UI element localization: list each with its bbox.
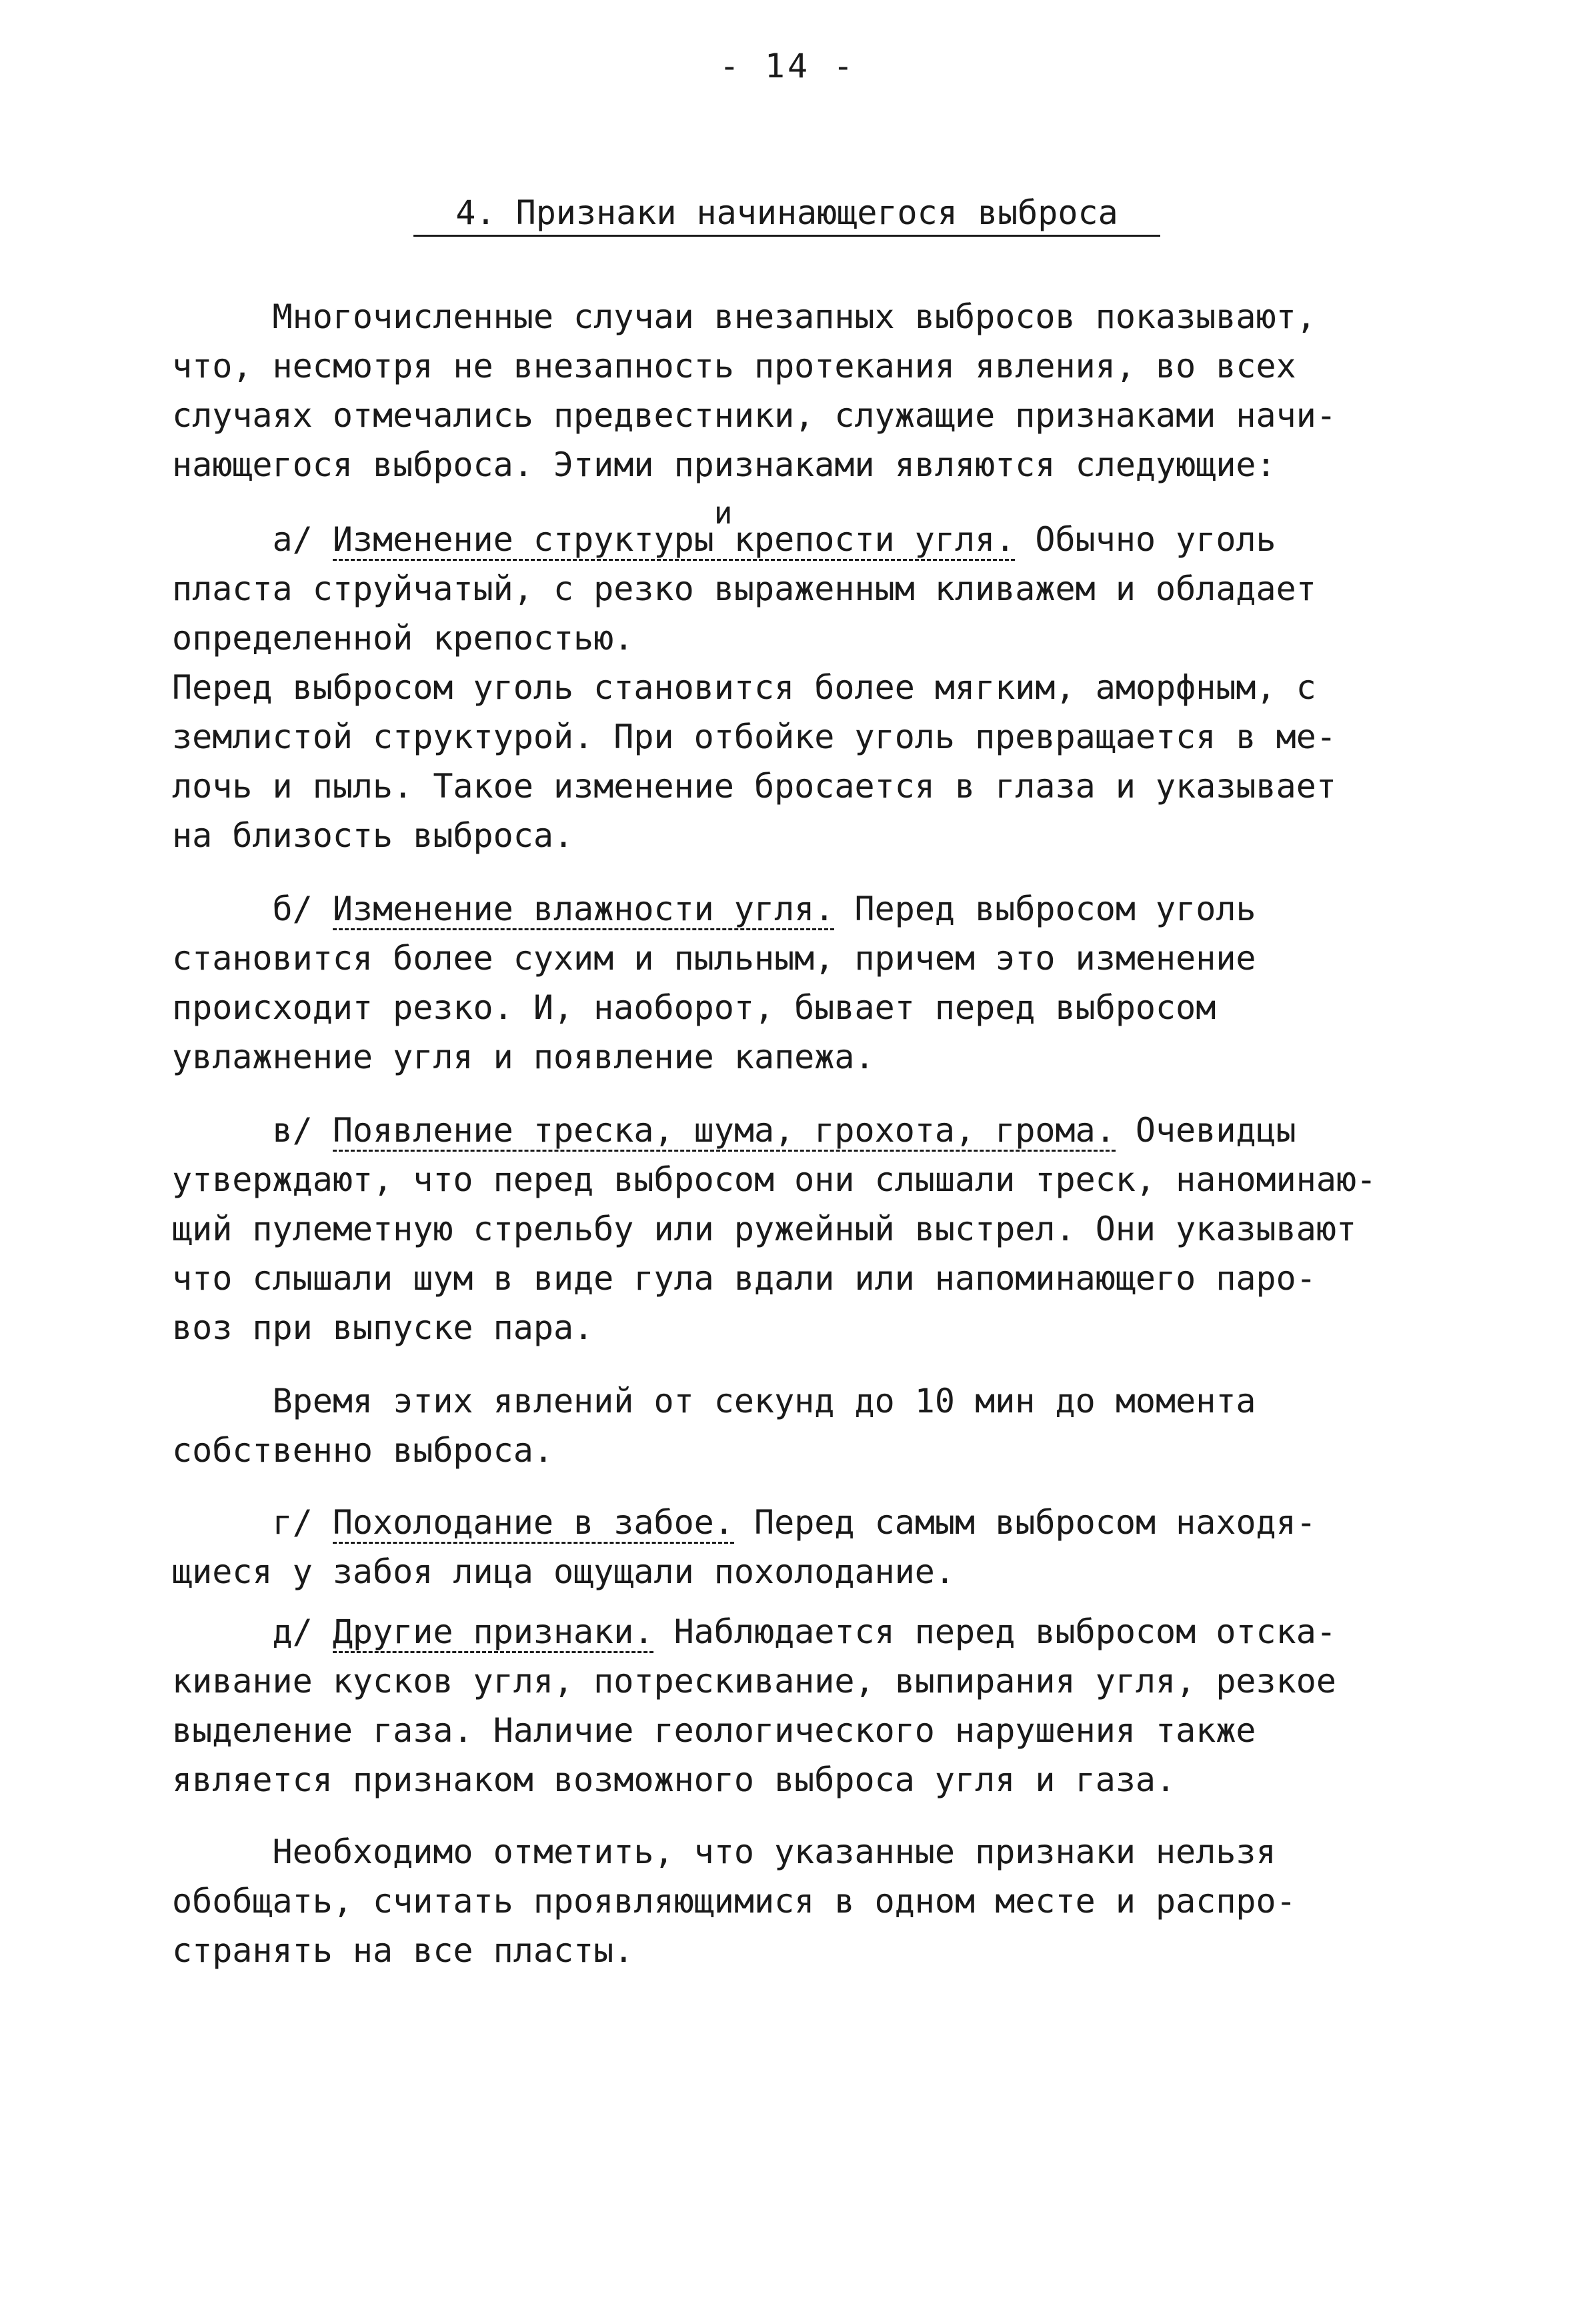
time-note — [172, 1376, 1412, 1475]
text-line: щиеся у забоя лица ощущали похолодание. — [172, 1552, 955, 1591]
item-heading-line: б/ Изменение влажности угля. Перед выбросом уголь — [172, 884, 1412, 934]
text-line: землистой структурой. При отбойке уголь превращается в ме- — [172, 718, 1336, 756]
item-heading: Похолодание в забое. — [333, 1503, 734, 1544]
text-line: происходит резко. И, наоборот, бывает перед выбросом — [172, 988, 1216, 1027]
text-line: выделение газа. Наличие геологического нарушения также — [172, 1711, 1256, 1750]
text-line: пласта струйчатый, с резко выраженным кливажем и обладает — [172, 569, 1316, 608]
text-line: щий пулеметную стрельбу или ружейный выстрел. Они указывают — [172, 1210, 1357, 1248]
text-line: нающегося выброса. Этими признаками являются следующие: — [172, 445, 1276, 484]
text-line: является признаком возможного выброса угля и газа. — [172, 1761, 1176, 1799]
text-line: увлажнение угля и появление капежа. — [172, 1038, 875, 1076]
item-heading-line: г/ Похолодание в забое. Перед самым выбросом находя- — [172, 1498, 1412, 1547]
text-line: случаях отмечались предвестники, служащие признаками начи- — [172, 396, 1336, 435]
item-heading: Появление треска, шума, грохота, грома. — [333, 1111, 1116, 1152]
text-line: становится более сухим и пыльным, причем это изменение — [172, 939, 1256, 978]
item-d — [172, 1607, 1412, 1805]
text-line: лочь и пыль. Такое изменение бросается в глаза и указывает — [172, 767, 1336, 806]
text-line: кивание кусков угля, потрескивание, выпирания угля, резкое — [172, 1662, 1336, 1700]
item-heading: Изменение структуры и крепости угля. — [333, 520, 1016, 561]
text-line: Перед выбросом уголь становится более мягким, аморфным, с — [172, 668, 1316, 707]
text-line: что, несмотря не внезапность протекания явления, во всех — [172, 347, 1296, 385]
item-heading-line: а/ Изменение структуры и крепости угля. Обычно уголь — [172, 515, 1412, 564]
text-line: что слышали шум в виде гула вдали или напоминающего паро- — [172, 1259, 1316, 1298]
item-g — [172, 1498, 1412, 1596]
text-line: на близость выброса. — [172, 816, 574, 855]
text-line: воз при выпуске пара. — [172, 1308, 594, 1347]
text-line: определенной крепостью. — [172, 619, 634, 658]
item-v — [172, 1106, 1412, 1352]
handwritten-insert-mark: и — [713, 495, 733, 531]
item-b — [172, 884, 1412, 1082]
text-line: собственно выброса. — [172, 1431, 553, 1470]
text-line: странять на все пласты. — [172, 1931, 634, 1970]
item-heading: Изменение влажности угля. — [333, 890, 835, 930]
item-heading: Другие признаки. — [333, 1612, 654, 1653]
conclusion-paragraph — [172, 1827, 1412, 1975]
intro-paragraph — [172, 292, 1412, 489]
item-a — [172, 495, 1412, 860]
text-line: утверждают, что перед выбросом они слышали треск, наноминаю- — [172, 1160, 1377, 1199]
text-line: Многочисленные случаи внезапных выбросов показывают, — [172, 297, 1316, 336]
item-heading-line: д/ Другие признаки. Наблюдается перед выбросом отска- — [172, 1607, 1412, 1656]
page-number: - 14 - — [719, 47, 856, 85]
item-heading-line: в/ Появление треска, шума, грохота, грома. Очевидцы — [172, 1106, 1412, 1155]
section-title: 4. Признаки начинающегося выброса — [413, 193, 1160, 237]
text-line: обобщать, считать проявляющимися в одном месте и распро- — [172, 1882, 1296, 1921]
text-line: Необходимо отметить, что указанные признаки нельзя — [172, 1833, 1276, 1871]
text-line: Время этих явлений от секунд до 10 мин до момента — [172, 1382, 1256, 1420]
